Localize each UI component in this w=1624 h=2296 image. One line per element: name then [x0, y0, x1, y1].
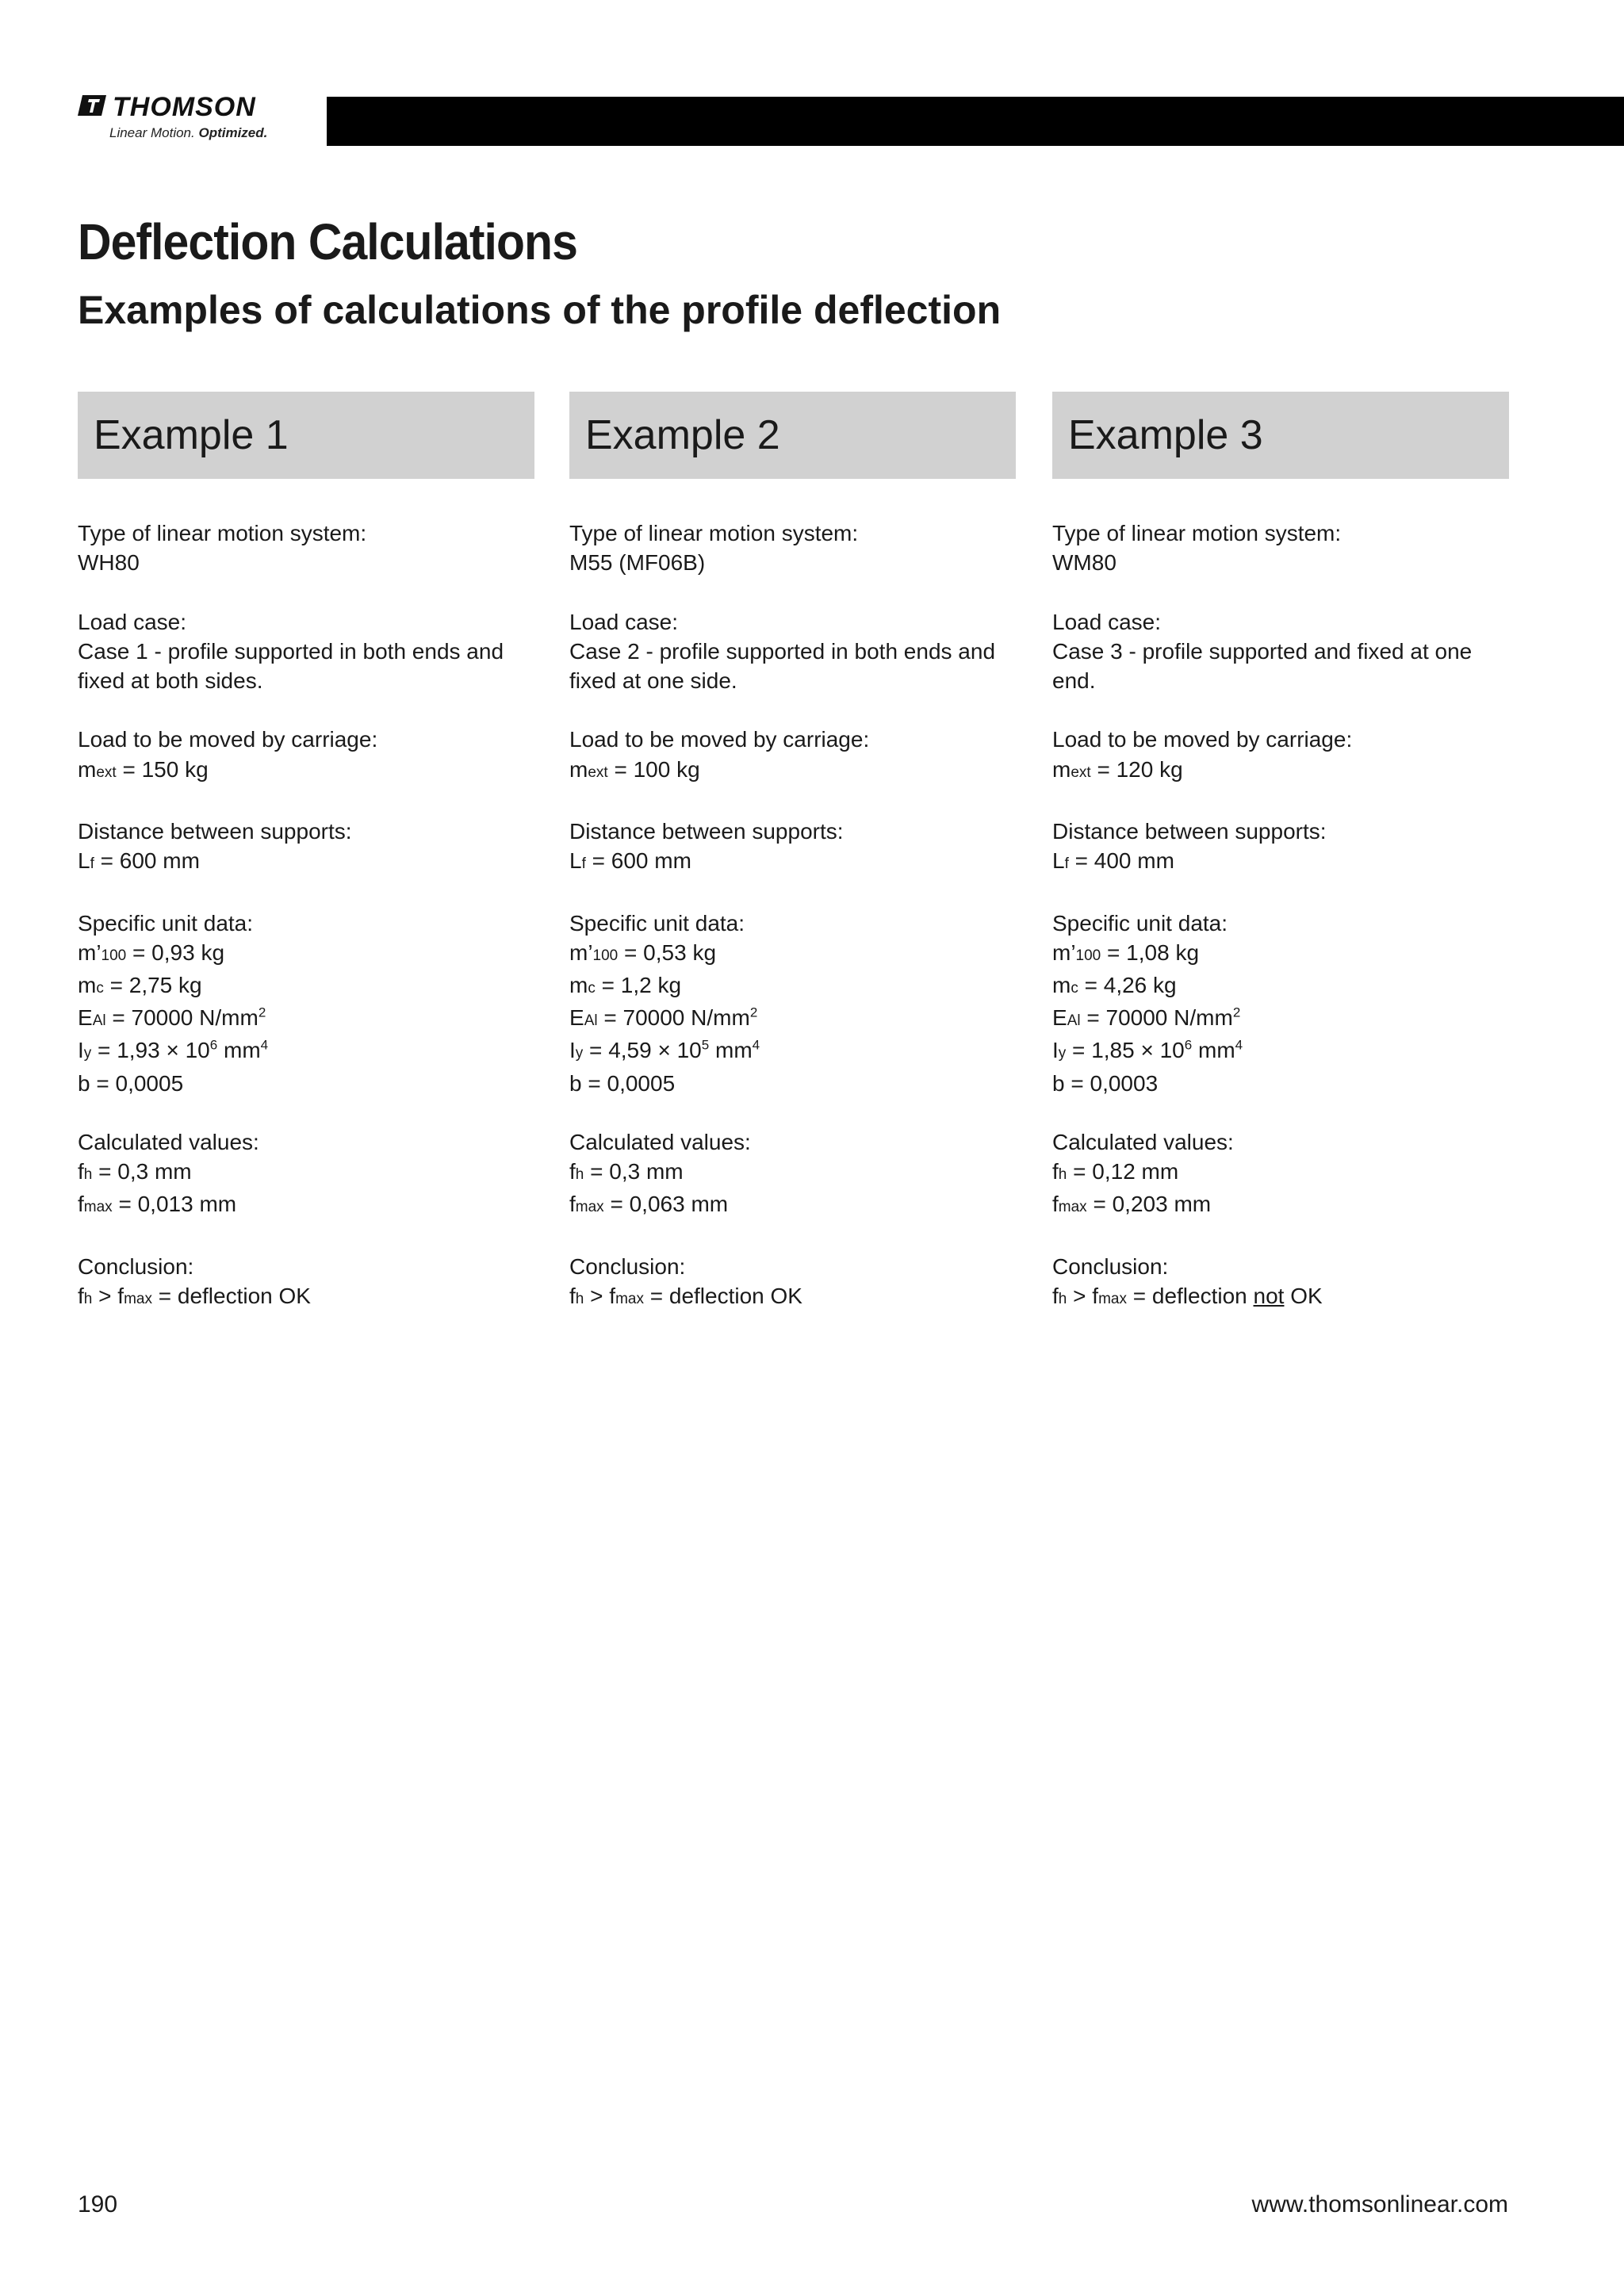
distance-section [1052, 817, 1509, 878]
fh-value: fh = 0,3 mm [569, 1159, 684, 1184]
mc-value: mc = 2,75 kg [78, 972, 202, 997]
example-heading: Example 1 [78, 392, 534, 479]
example-body [569, 519, 1016, 1314]
b-value: b = 0,0005 [569, 1070, 676, 1096]
distance-section [78, 817, 534, 878]
load-section [569, 725, 1016, 786]
system-value: WH80 [78, 550, 140, 576]
load-case-line-1: Case 1 - profile supported in both ends and [78, 638, 504, 664]
page-title: Deflection Calculations [78, 213, 577, 270]
load-label: Load to be moved by carriage: [1052, 727, 1353, 752]
thomson-logo [78, 92, 284, 147]
conclusion-value: fh > fmax = deflection OK [78, 1283, 311, 1308]
fh-value: fh = 0,3 mm [78, 1159, 192, 1184]
load-case-section [569, 607, 1016, 696]
load-case-label: Load case: [569, 609, 678, 634]
system-label: Type of linear motion system: [78, 521, 367, 545]
mext-value: mext = 100 kg [569, 756, 700, 782]
iy-value: $Iy = 1,85 \times 10^6$ $mm^4$ [1052, 1038, 1243, 1063]
load-case-line-2: fixed at both sides. [78, 668, 263, 693]
load-case-line-1: Case 3 - profile supported and fixed at one [1052, 638, 1473, 664]
system-label: Type of linear motion system: [1052, 521, 1342, 545]
load-case-section [78, 607, 534, 696]
conclusion-label: Conclusion: [78, 1253, 194, 1279]
specific-data-section [569, 909, 1016, 1098]
fh-value: fh = 0,12 mm [1052, 1159, 1179, 1184]
specific-data-label: Specific unit data: [78, 910, 254, 936]
load-section [1052, 725, 1509, 786]
m100-value: m’100 = 0,53 kg [569, 939, 717, 965]
conclusion-value: fh > fmax = deflection OK [569, 1283, 802, 1308]
example-heading: Example 3 [1052, 392, 1509, 479]
conclusion-section [569, 1252, 1016, 1314]
load-case-line-2: end. [1052, 668, 1096, 693]
conclusion-value: fh > fmax = deflection not OK [1052, 1283, 1323, 1308]
b-value: b = 0,0003 [1052, 1070, 1159, 1096]
example-body [78, 519, 534, 1314]
brand-tagline: Linear Motion. Optimized. [109, 125, 268, 140]
eal-value: EAl = 70000 $N/mm^2$ [1052, 1004, 1241, 1031]
conclusion-label: Conclusion: [569, 1253, 686, 1279]
calculated-section [78, 1127, 534, 1223]
specific-data-section [1052, 909, 1509, 1098]
load-case-line-1: Case 2 - profile supported in both ends and [569, 638, 996, 664]
brand-name: THOMSON [113, 92, 256, 122]
fmax-value: fmax = 0,013 mm [78, 1192, 237, 1217]
lf-value: Lf = 600 mm [78, 848, 200, 874]
m100-value: m’100 = 1,08 kg [1052, 939, 1200, 965]
conclusion-section [78, 1252, 534, 1314]
conclusion-section [1052, 1252, 1509, 1314]
specific-data-label: Specific unit data: [1052, 910, 1228, 936]
lf-value: Lf = 600 mm [569, 848, 691, 874]
calculated-label: Calculated values: [1052, 1129, 1234, 1154]
load-label: Load to be moved by carriage: [569, 727, 870, 752]
system-section [78, 519, 534, 577]
not-underlined: not [1253, 1283, 1285, 1308]
calculated-section [1052, 1127, 1509, 1223]
example-1-column [78, 392, 534, 1343]
page-number: 190 [78, 2191, 118, 2218]
example-2-column [569, 392, 1016, 1343]
distance-label: Distance between supports: [569, 818, 844, 844]
distance-section [569, 817, 1016, 878]
calculated-label: Calculated values: [569, 1129, 751, 1154]
system-section [1052, 519, 1509, 577]
mc-value: mc = 4,26 kg [1052, 972, 1177, 997]
eal-value: EAl = 70000 $N/mm^2$ [78, 1004, 266, 1031]
eal-value: EAl = 70000 $N/mm^2$ [569, 1004, 758, 1031]
m100-value: m’100 = 0,93 kg [78, 939, 225, 965]
calculated-label: Calculated values: [78, 1129, 259, 1154]
example-heading: Example 2 [569, 392, 1016, 479]
load-case-line-2: fixed at one side. [569, 668, 737, 693]
b-value: b = 0,0005 [78, 1070, 184, 1096]
iy-value: $Iy = 4,59 \times 10^5$ $mm^4$ [569, 1038, 760, 1063]
example-3-column [1052, 392, 1509, 1343]
footer-url[interactable]: www.thomsonlinear.com [1251, 2191, 1508, 2218]
distance-label: Distance between supports: [78, 818, 352, 844]
iy-value: $Iy = 1,93 \times 10^6$ $mm^4$ [78, 1038, 269, 1063]
load-case-label: Load case: [78, 609, 186, 634]
page-subtitle: Examples of calculations of the profile deflection [78, 288, 1002, 332]
example-body [1052, 519, 1509, 1314]
header-bar [327, 97, 1624, 146]
system-section [569, 519, 1016, 577]
thomson-logo-mark-icon [78, 95, 106, 116]
lf-value: Lf = 400 mm [1052, 848, 1174, 874]
system-value: M55 (MF06B) [569, 550, 706, 576]
calculated-section [569, 1127, 1016, 1223]
load-section [78, 725, 534, 786]
specific-data-section [78, 909, 534, 1098]
mc-value: mc = 1,2 kg [569, 972, 682, 997]
distance-label: Distance between supports: [1052, 818, 1327, 844]
system-value: WM80 [1052, 550, 1116, 576]
system-label: Type of linear motion system: [569, 521, 859, 545]
mext-value: mext = 120 kg [1052, 756, 1183, 782]
load-case-section [1052, 607, 1509, 696]
load-case-label: Load case: [1052, 609, 1161, 634]
specific-data-label: Specific unit data: [569, 910, 745, 936]
mext-value: mext = 150 kg [78, 756, 209, 782]
conclusion-label: Conclusion: [1052, 1253, 1169, 1279]
fmax-value: fmax = 0,203 mm [1052, 1192, 1212, 1217]
fmax-value: fmax = 0,063 mm [569, 1192, 729, 1217]
load-label: Load to be moved by carriage: [78, 727, 378, 752]
